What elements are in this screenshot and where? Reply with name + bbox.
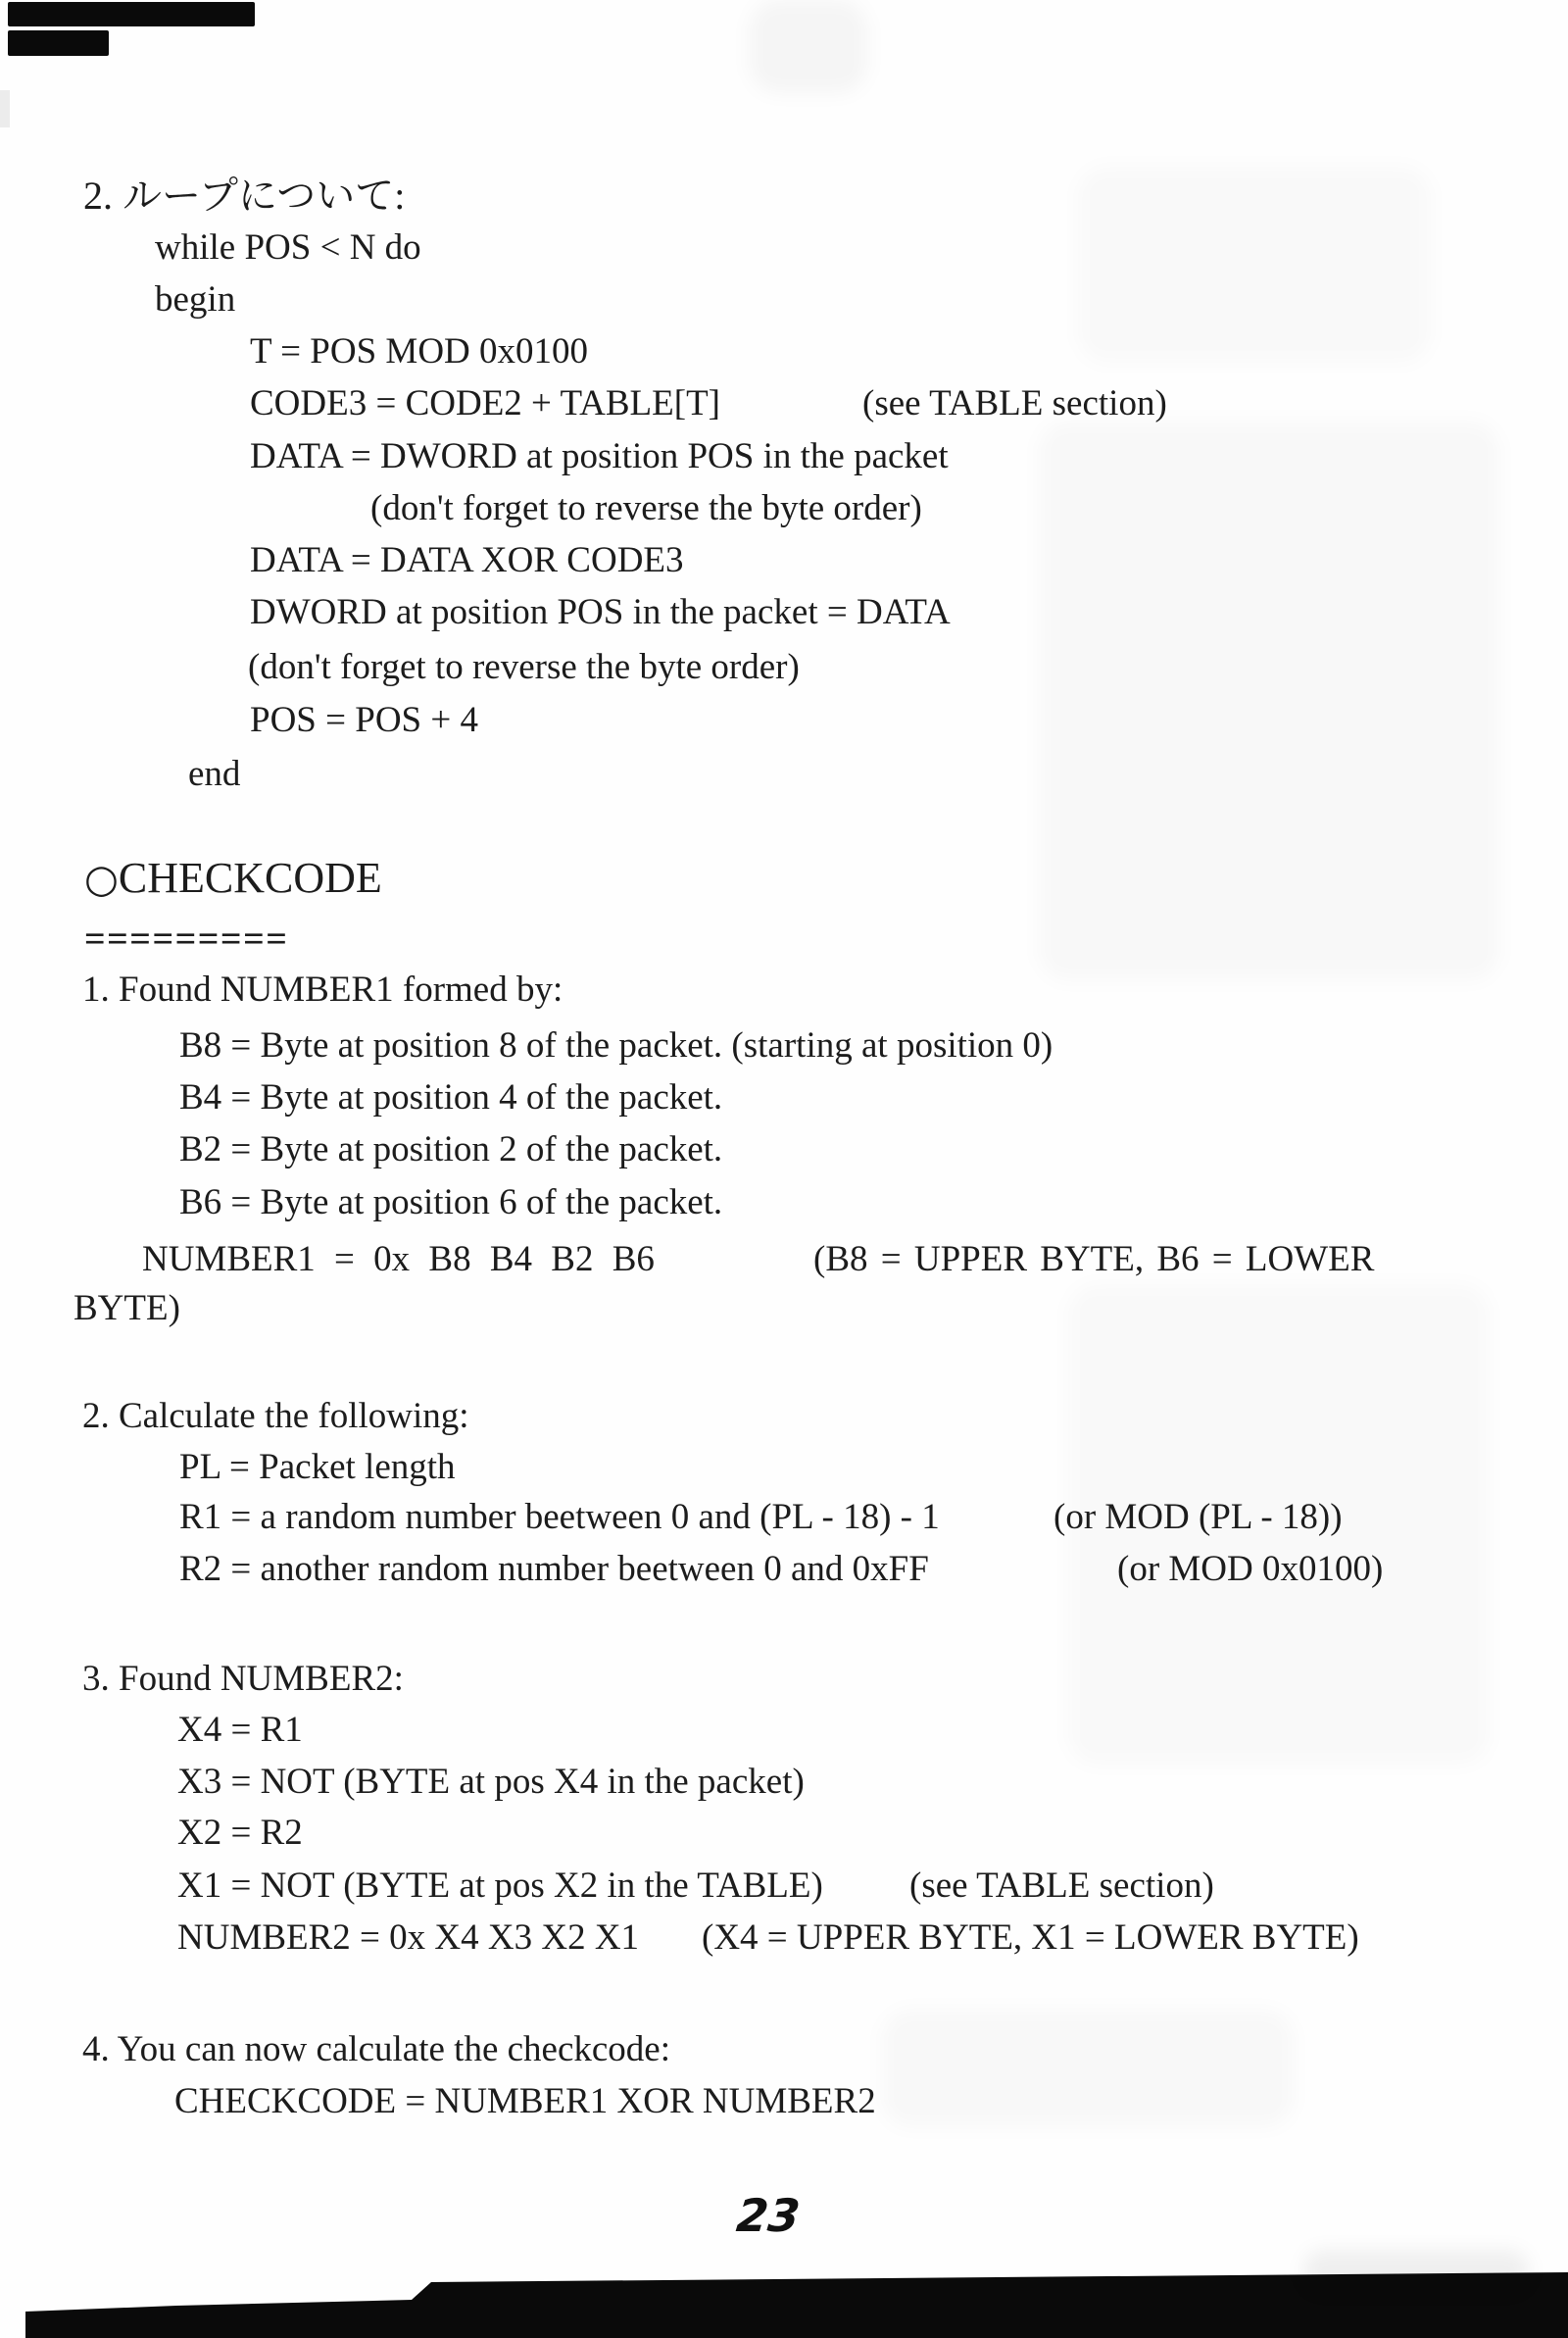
- scan-noise: [750, 0, 867, 93]
- pseudocode-begin: begin: [155, 279, 236, 320]
- number1-note: (B8 = UPPER BYTE, B6 = LOWER: [813, 1239, 1375, 1279]
- x1-definition: X1 = NOT (BYTE at pos X2 in the TABLE): [177, 1865, 823, 1906]
- step3-x2-line: X2 = R2: [177, 1813, 303, 1853]
- maru-circle-marker: ○: [84, 857, 119, 902]
- loop-section-heading: 2. ループについて:: [83, 174, 406, 218]
- checkcode-section-heading: [84, 855, 382, 902]
- r1-definition: R1 = a random number beetween 0 and (PL - 18) - 1: [179, 1497, 940, 1537]
- checkcode-heading-text: CHECKCODE: [118, 854, 382, 902]
- step1-b2-line: B2 = Byte at position 2 of the packet.: [179, 1129, 723, 1169]
- step2-r2-line: [179, 1546, 1384, 1593]
- scan-noise: [1039, 422, 1499, 980]
- pseudocode-end: end: [188, 754, 241, 794]
- pseudocode-t-assign: T = POS MOD 0x0100: [250, 331, 589, 372]
- r1-note: (or MOD (PL - 18)): [1054, 1497, 1343, 1537]
- step2-title: 2. Calculate the following:: [82, 1396, 469, 1436]
- step2-r1-line: [179, 1494, 1343, 1541]
- step2-pl-line: PL = Packet length: [179, 1447, 456, 1487]
- step3-number2-line: [177, 1915, 1359, 1962]
- scan-artifact-top-bar: [8, 2, 255, 26]
- step1-b6-line: B6 = Byte at position 6 of the packet.: [179, 1182, 723, 1222]
- pseudocode-data-xor: DATA = DATA XOR CODE3: [250, 540, 684, 580]
- r2-note: (or MOD 0x0100): [1117, 1549, 1384, 1589]
- pseudocode-code3-assign: CODE3 = CODE2 + TABLE[T]: [250, 383, 720, 423]
- scan-artifact-top-bar-short: [8, 30, 109, 56]
- checkcode-heading-underline: =========: [84, 919, 289, 960]
- scan-noise: [882, 2010, 1294, 2127]
- step3-x3-line: X3 = NOT (BYTE at pos X4 in the packet): [177, 1762, 805, 1802]
- step3-x4-line: X4 = R1: [177, 1710, 303, 1750]
- step1-number1-line: [142, 1236, 1375, 1283]
- step1-b4-line: B4 = Byte at position 4 of the packet.: [179, 1077, 723, 1118]
- step3-x1-line: [177, 1863, 1214, 1910]
- checkcode-formula: CHECKCODE = NUMBER1 XOR NUMBER2: [174, 2081, 876, 2121]
- scan-noise: [1303, 2250, 1529, 2291]
- scan-artifact-left-edge: [0, 90, 10, 127]
- pseudocode-while-line: while POS < N do: [155, 227, 421, 268]
- step3-title: 3. Found NUMBER2:: [82, 1659, 404, 1699]
- number2-note: (X4 = UPPER BYTE, X1 = LOWER BYTE): [702, 1917, 1359, 1958]
- scan-noise: [1078, 167, 1431, 363]
- number1-formula: NUMBER1 = 0x B8 B4 B2 B6: [142, 1239, 655, 1279]
- step4-title: 4. You can now calculate the checkcode:: [82, 2029, 671, 2069]
- pseudocode-byte-order-note-2: (don't forget to reverse the byte order): [248, 647, 800, 687]
- step1-title: 1. Found NUMBER1 formed by:: [82, 970, 564, 1010]
- step1-b8-line: B8 = Byte at position 8 of the packet. (starting at position 0): [179, 1025, 1054, 1066]
- x1-note: (see TABLE section): [909, 1865, 1214, 1906]
- pseudocode-code3-note: (see TABLE section): [862, 383, 1167, 423]
- number2-formula: NUMBER2 = 0x X4 X3 X2 X1: [177, 1917, 640, 1958]
- pseudocode-data-write: DWORD at position POS in the packet = DATA: [250, 592, 951, 632]
- number1-note-wrap: BYTE): [74, 1288, 180, 1328]
- pseudocode-code3-line: [250, 380, 1167, 427]
- pseudocode-pos-increment: POS = POS + 4: [250, 700, 478, 740]
- r2-definition: R2 = another random number beetween 0 and 0xFF: [179, 1549, 929, 1589]
- page-number: 23: [734, 2189, 803, 2242]
- pseudocode-data-read: DATA = DWORD at position POS in the packet: [250, 436, 949, 476]
- pseudocode-byte-order-note-1: (don't forget to reverse the byte order): [370, 488, 922, 528]
